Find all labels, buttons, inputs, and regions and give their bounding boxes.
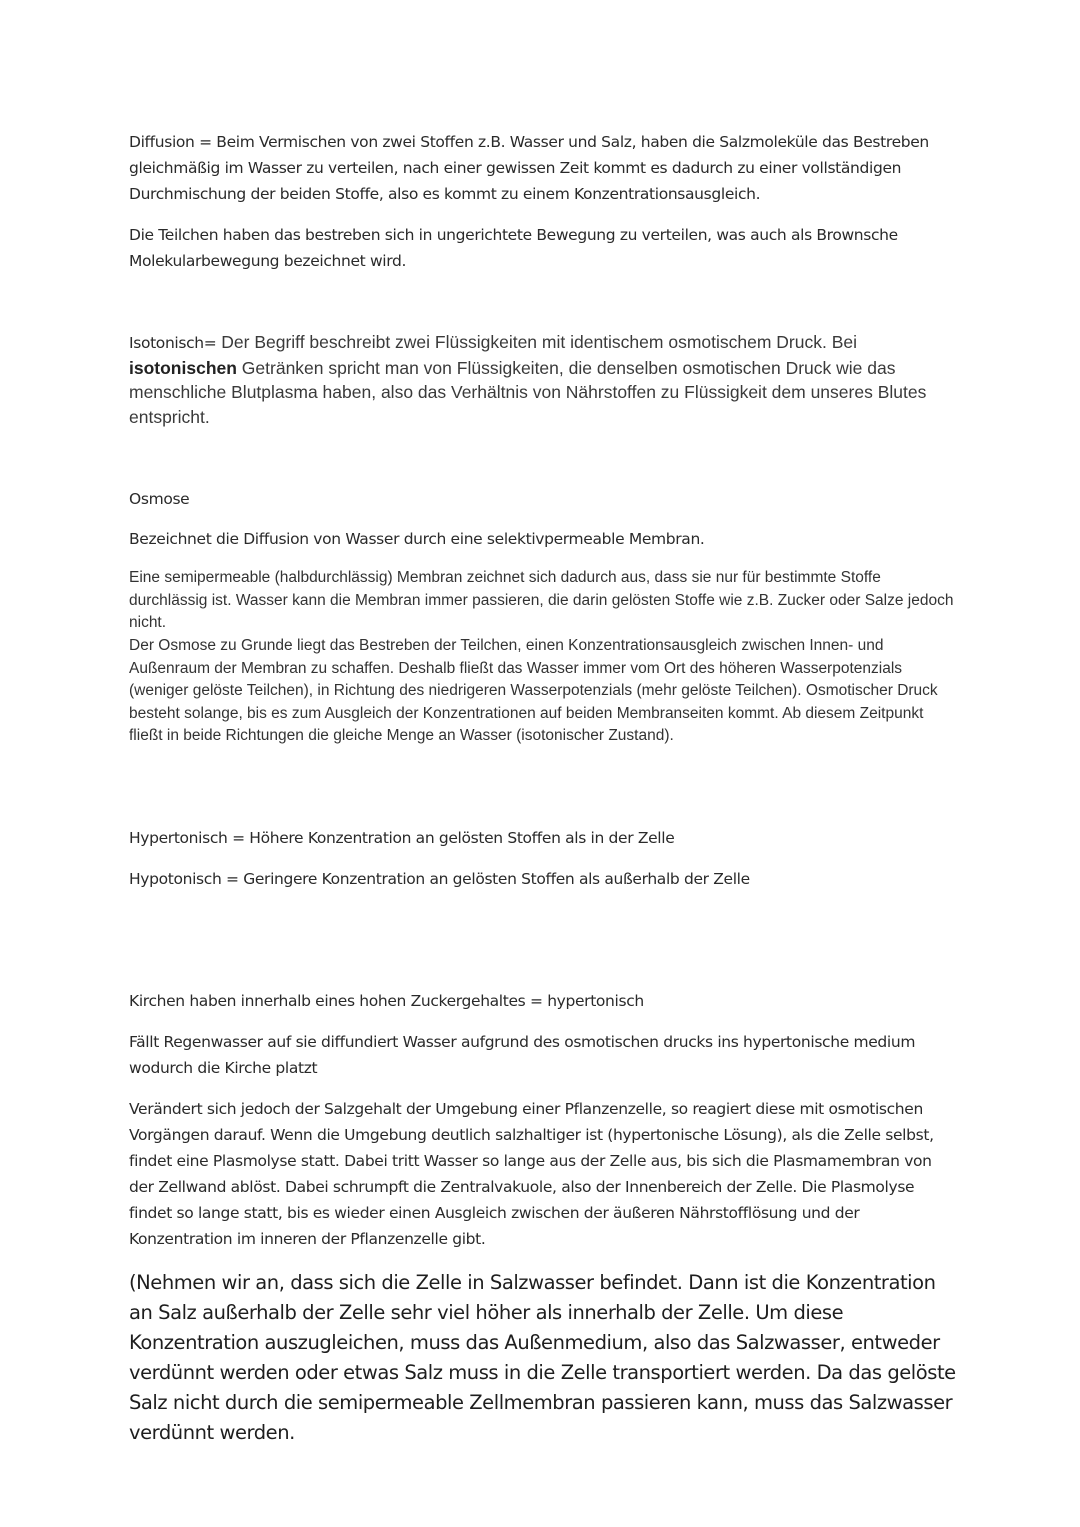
isotonic-text-2: Getränken spricht man von Flüssigkeiten, die denselben osmotischen Druck wie das menschliche Blutplasma haben, also das Verhältnis von Nährstoffen zu Flüssigkeit dem unseres Blutes entspricht. <box>129 357 927 427</box>
hypertonic-definition: Hypertonisch = Höhere Konzentration an gelösten Stoffen als in der Zelle <box>129 829 675 847</box>
plasmolyse-paragraph: Verändert sich jedoch der Salzgehalt der Umgebung einer Pflanzenzelle, so reagiert diese mit osmotischen Vorgängen darauf. Wenn die Umgebung deutlich salzhaltiger ist (hypertonische Lösung), als die Zelle selbst, findet eine Plasmolyse statt. Dabei tritt Wasser so lange aus der Zelle aus, bis sich die Plasmamembran von der Zellwand ablöst. Dabei schrumpft die Zentralvakuole, also der Innenbereich der Zelle. Die Plasmolyse findet so lange statt, bis es wieder einen Ausgleich zwischen der äußeren Nährstofflösung und der Konzentration im inneren der Pflanzenzelle gibt. <box>129 1100 934 1248</box>
osmose-heading: Osmose <box>129 490 190 508</box>
regenwasser-paragraph: Fällt Regenwasser auf sie diffundiert Wasser aufgrund des osmotischen drucks ins hypertonische medium wodurch die Kirche platzt <box>129 1033 916 1077</box>
semipermeable-paragraph: Eine semipermeable (halbdurchlässig) Membran zeichnet sich dadurch aus, dass sie nur für bestimmte Stoffe durchlässig ist. Wasser kann die Membran immer passieren, die darin gelösten Stoffe wie z.B. Zucker oder Salze jedoch nicht. <box>129 569 954 631</box>
osmose-explanation-paragraph: Der Osmose zu Grunde liegt das Bestreben der Teilchen, einen Konzentrationsausgleich zwischen Innen- und Außenraum der Membran zu schaffen. Deshalb fließt das Wasser immer vom Ort des höheren Wasserpotenzials (weniger gelöste Teilchen), in Richtung des niedrigeren Wasserpotenzials (mehr gelöste Teilchen). Osmotischer Druck besteht solange, bis es zum Ausgleich der Konzentrationen auf beiden Membranseiten kommt. Ab diesem Zeitpunkt fließt in beide Richtungen die gleiche Menge an Wasser (isotonischer Zustand). <box>129 637 938 744</box>
salzwasser-paragraph: (Nehmen wir an, dass sich die Zelle in Salzwasser befindet. Dann ist die Konzentration an Salz außerhalb der Zelle sehr viel höher als innerhalb der Zelle. Um diese Konzentration auszugleichen, muss das Außenmedium, also das Salzwasser, entweder verdünnt werden oder etwas Salz muss in die Zelle transportiert werden. Da das gelöste Salz nicht durch die semipermeable Zellmembran passieren kann, muss das Salzwasser verdünnt werden. <box>129 1271 956 1444</box>
isotonic-text-1: Der Begriff beschreibt zwei Flüssigkeiten mit identischem osmotischem Druck. Bei <box>216 332 857 352</box>
hypotonic-definition: Hypotonisch = Geringere Konzentration an gelösten Stoffen als außerhalb der Zelle <box>129 870 750 888</box>
isotonic-definition <box>129 330 959 429</box>
isotonic-lead: Isotonisch= <box>129 334 217 352</box>
kirchen-statement: Kirchen haben innerhalb eines hohen Zuckergehaltes = hypertonisch <box>129 992 644 1010</box>
diffusion-definition: Diffusion = Beim Vermischen von zwei Stoffen z.B. Wasser und Salz, haben die Salzmoleküle das Bestreben gleichmäßig im Wasser zu verteilen, nach einer gewissen Zeit kommt es dadurch zu einer vollständigen Durchmischung der beiden Stoffe, also es kommt zu einem Konzentrationsausgleich. <box>129 133 929 203</box>
osmose-definition: Bezeichnet die Diffusion von Wasser durch eine selektivpermeable Membran. <box>129 530 705 548</box>
isotonic-bold-term: isotonischen <box>129 357 237 378</box>
brownian-motion-paragraph: Die Teilchen haben das bestreben sich in ungerichtete Bewegung zu verteilen, was auch als Brownsche Molekularbewegung bezeichnet wird. <box>129 226 898 270</box>
